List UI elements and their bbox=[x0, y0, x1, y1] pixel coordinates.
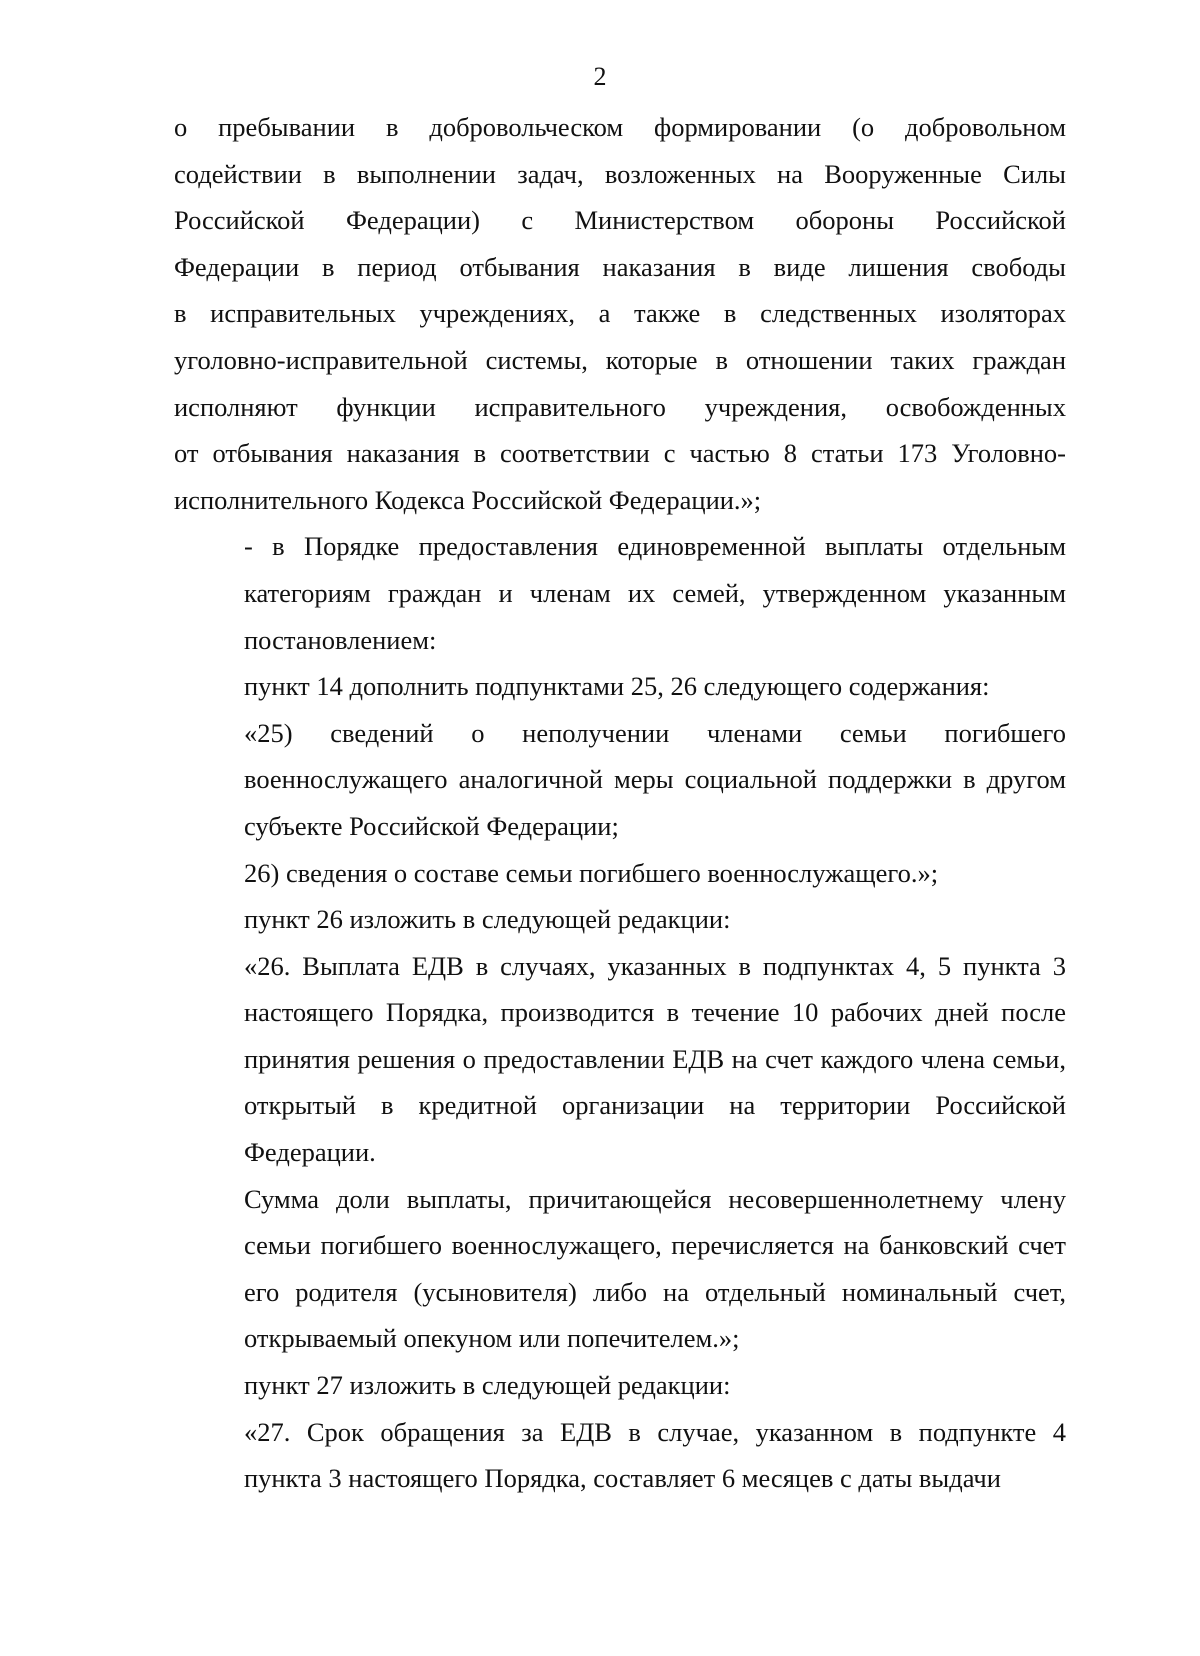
paragraph bbox=[174, 850, 1066, 897]
text-line: Российской Федерации) с Министерством обороны Российской bbox=[174, 205, 1066, 236]
text-line: постановлением: bbox=[244, 624, 437, 655]
text-line: семьи погибшего военнослужащего, перечисляется на банковский счет bbox=[244, 1230, 1066, 1261]
paragraph bbox=[174, 523, 1066, 663]
text-line: военнослужащего аналогичной меры социальной поддержки в другом bbox=[244, 764, 1066, 795]
paragraph bbox=[174, 896, 1066, 943]
text-line: Федерации. bbox=[244, 1137, 376, 1168]
text-line: от отбывания наказания в соответствии с частью 8 статьи 173 Уголовно- bbox=[174, 438, 1066, 469]
text-line: о пребывании в добровольческом формировании (о добровольном bbox=[174, 112, 1066, 142]
text-line: настоящего Порядка, производится в течение 10 рабочих дней после bbox=[244, 997, 1066, 1028]
paragraph bbox=[174, 1176, 1066, 1362]
text-line: «27. Срок обращения за ЕДВ в случае, указанном в подпункте 4 bbox=[244, 1416, 1066, 1447]
text-line: исполняют функции исправительного учреждения, освобожденных bbox=[174, 391, 1066, 422]
page-number: 2 bbox=[593, 62, 607, 91]
text-line: открываемый опекуном или попечителем.»; bbox=[244, 1323, 740, 1354]
text-line: принятия решения о предоставлении ЕДВ на счет каждого члена семьи, bbox=[244, 1043, 1066, 1074]
text-line: исполнительного Кодекса Российской Федерации.»; bbox=[174, 484, 762, 515]
text-line: пункт 27 изложить в следующей редакции: bbox=[244, 1370, 731, 1401]
paragraph bbox=[174, 104, 1066, 523]
text-line: содействии в выполнении задач, возложенных на Вооруженные Силы bbox=[174, 158, 1066, 189]
paragraph bbox=[174, 1409, 1066, 1502]
text-line: пункта 3 настоящего Порядка, составляет 6 месяцев с даты выдачи bbox=[244, 1463, 1001, 1494]
text-line: пункт 26 изложить в следующей редакции: bbox=[244, 904, 731, 935]
paragraph bbox=[174, 663, 1066, 710]
text-line: открытый в кредитной организации на территории Российской bbox=[244, 1090, 1066, 1121]
text-line: «25) сведений о неполучении членами семьи погибшего bbox=[244, 717, 1066, 748]
paragraph bbox=[174, 943, 1066, 1176]
text-line: 26) сведения о составе семьи погибшего военнослужащего.»; bbox=[244, 857, 939, 888]
text-line: категориям граждан и членам их семей, утвержденном указанным bbox=[244, 577, 1066, 608]
text-line: Федерации в период отбывания наказания в виде лишения свободы bbox=[174, 251, 1066, 282]
text-line: - в Порядке предоставления единовременной выплаты отдельным bbox=[244, 531, 1066, 562]
text-line: его родителя (усыновителя) либо на отдельный номинальный счет, bbox=[244, 1276, 1066, 1307]
document-body bbox=[174, 104, 1066, 1502]
text-line: «26. Выплата ЕДВ в случаях, указанных в подпунктах 4, 5 пункта 3 bbox=[244, 950, 1066, 981]
text-line: Сумма доли выплаты, причитающейся несовершеннолетнему члену bbox=[244, 1183, 1066, 1214]
paragraph bbox=[174, 710, 1066, 850]
paragraph bbox=[174, 1362, 1066, 1409]
text-line: в исправительных учреждениях, а также в следственных изоляторах bbox=[174, 298, 1066, 329]
text-line: субъекте Российской Федерации; bbox=[244, 810, 619, 841]
text-line: уголовно-исправительной системы, которые в отношении таких граждан bbox=[174, 344, 1066, 375]
text-line: пункт 14 дополнить подпунктами 25, 26 следующего содержания: bbox=[244, 671, 990, 702]
